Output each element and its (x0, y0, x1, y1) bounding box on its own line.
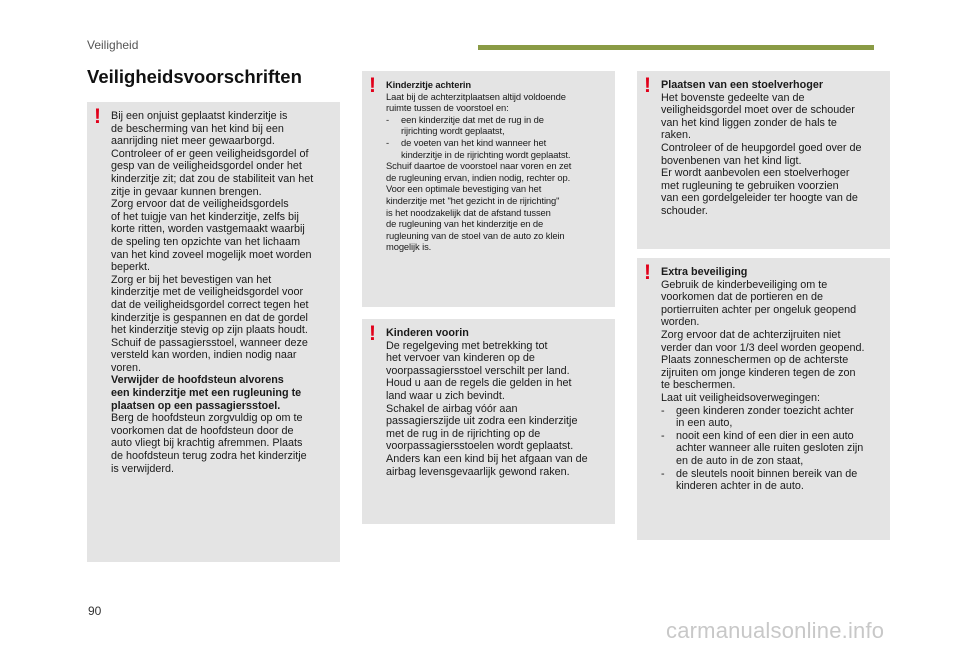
text-line: rugleuning van de stoel van de auto zo klein (386, 229, 565, 241)
text-line: bovenbenen van het kind ligt. (661, 154, 802, 167)
text-line: Berg de hoofdsteun zorgvuldig op om te (111, 412, 303, 425)
text-line: - de voeten van het kind wanneer het (386, 137, 607, 149)
text-line: airbag levensgevaarlijk gewond raken. (386, 465, 570, 478)
text-line: te beschermen. (661, 379, 736, 392)
watermark: carmanualsonline.info (666, 618, 885, 643)
text-line: portierruiten achter per ongeluk geopend (661, 303, 857, 316)
text-line: achter wanneer alle ruiten gesloten zijn (676, 442, 864, 455)
text-line: het vervoer van kinderen op de (386, 352, 535, 365)
text-line: Bij een onjuist geplaatst kinderzitje is (111, 110, 288, 122)
warning-box-child-seat (87, 102, 340, 562)
text-line: kinderzitje met "het gezicht in de rijrichting" (386, 194, 560, 206)
text-line: van het kind zoveel mogelijk moet worden (111, 248, 312, 261)
text-line: is verwijderd. (111, 462, 174, 475)
text-line: dat de veiligheidsgordel correct tegen het (111, 298, 309, 311)
text-line: kinderzitje is gespannen en dat de gordel (111, 311, 308, 324)
text-line: worden. (661, 316, 700, 329)
warning-icon: ! (94, 105, 101, 128)
text-line: in een auto, (676, 417, 733, 430)
text-line: met de rug in de rijrichting op de (386, 427, 541, 440)
text-line: Kinderzitje achterin (386, 79, 471, 90)
section-label: Veiligheid (87, 38, 139, 52)
page-title: Veiligheidsvoorschriften (87, 66, 302, 87)
text-line: Schuif de passagiersstoel, wanneer deze (111, 336, 308, 349)
text-line: van het kind liggen zonder de hals te (661, 116, 837, 129)
warning-icon: ! (644, 74, 651, 97)
text-line: de rugleuning van het kinderzitje en de (386, 218, 544, 230)
text-line: aanrijding niet meer gewaarborgd. (111, 135, 275, 148)
text-line: voorkomen dat de portieren en de (661, 291, 824, 304)
text-line: van een gordelgeleider ter hoogte van de (661, 192, 858, 205)
text-line: Gebruik de kinderbeveiliging om te (661, 278, 828, 291)
text-line: zitje in gevaar kunnen brengen. (111, 185, 262, 198)
text-line: plaatsen op een passagiersstoel. (111, 399, 281, 412)
text-line: de bescherming van het kind bij een (111, 122, 284, 135)
text-line: Houd u aan de regels die gelden in het (386, 377, 572, 390)
warning-box-booster-seat (637, 71, 890, 249)
text-line: kinderen achter in de auto. (676, 480, 804, 493)
text-line: - een kinderzitje dat met de rug in de (386, 114, 607, 126)
text-line: kinderzitje in de rijrichting wordt geplaatst. (401, 148, 571, 160)
text-line: Zorg er bij het bevestigen van het (111, 273, 272, 286)
text-line: kinderzitje zit; dat zou de stabiliteit van het (111, 172, 314, 185)
warning-box-extra-security (637, 258, 890, 540)
text-line: is het noodzakelijk dat de afstand tussen (386, 206, 551, 218)
text-line: Controleer of de heupgordel goed over de (661, 141, 862, 154)
text-line: kinderzitje met de veiligheidsgordel voor (111, 286, 304, 299)
text-line: - nooit een kind of een dier in een auto (661, 430, 882, 443)
warning-text (386, 79, 607, 253)
text-line: of het tuigje van het kinderzitje, zelfs bij (111, 210, 299, 223)
text-line: de hoofdsteun terug zodra het kinderzitje (111, 450, 307, 463)
text-line: Plaatsen van een stoelverhoger (661, 79, 824, 91)
text-line: gesp van de veiligheidsgordel onder het (111, 160, 302, 173)
text-line: Laat uit veiligheidsoverwegingen: (661, 391, 821, 404)
text-line: de speling ten opzichte van het lichaam (111, 235, 301, 248)
text-line: beperkt. (111, 261, 151, 274)
text-line: Schuif daartoe de voorstoel naar voren en zet (386, 160, 572, 172)
warning-box-children-front (362, 319, 615, 524)
text-line: veiligheidsgordel moet over de schouder (661, 104, 855, 117)
text-line: ruimte tussen de voorstoel en: (386, 102, 509, 114)
warning-icon: ! (369, 322, 376, 345)
text-line: zijruiten om jonge kinderen tegen de zon (661, 366, 856, 379)
text-line: Extra beveiliging (661, 266, 748, 278)
section-divider-line (478, 45, 874, 50)
text-line: Voor een optimale bevestiging van het (386, 183, 542, 195)
text-line: en de auto in de zon staat, (676, 454, 804, 467)
text-line: Het bovenste gedeelte van de (661, 91, 805, 104)
text-line: passagierszijde uit zodra een kinderzitje (386, 415, 578, 428)
text-line: de rugleuning ervan, indien nodig, rechter op. (386, 171, 571, 183)
text-line: Plaats zonneschermen op de achterste (661, 354, 849, 367)
text-line: Controleer of er geen veiligheidsgordel of (111, 147, 309, 160)
warning-text (111, 110, 332, 475)
text-line: voorpassagiersstoelen wordt geplaatst. (386, 440, 574, 453)
text-line: raken. (661, 129, 692, 142)
text-line: schouder. (661, 204, 708, 217)
text-line: Verwijder de hoofdsteun alvorens (111, 374, 284, 387)
text-line: Zorg ervoor dat de achterzijruiten niet (661, 328, 841, 341)
text-line: Er wordt aanbevolen een stoelverhoger (661, 167, 850, 180)
text-line: Laat bij de achterzitplaatsen altijd voldoende (386, 90, 566, 102)
text-line: voorkomen dat de hoofdsteun door de (111, 424, 294, 437)
text-line: een kinderzitje met een rugleuning te (111, 387, 302, 400)
text-line: De regelgeving met betrekking tot (386, 339, 548, 352)
text-line: verder dan voor 1/3 deel worden geopend. (661, 341, 865, 354)
warning-icon: ! (369, 74, 376, 97)
text-line: voorpassagiersstoel verschilt per land. (386, 364, 570, 377)
text-line: Zorg ervoor dat de veiligheidsgordels (111, 198, 289, 211)
warning-text (661, 266, 882, 493)
warning-icon: ! (644, 261, 651, 284)
warning-text (661, 79, 882, 218)
text-line: land waar u zich bevindt. (386, 389, 505, 402)
text-line: - geen kinderen zonder toezicht achter (661, 405, 882, 418)
text-line: rijrichting wordt geplaatst, (401, 125, 505, 137)
text-line: korte ritten, worden vastgemaakt waarbij (111, 223, 305, 236)
text-line: versteld kan worden, indien nodig naar (111, 349, 297, 362)
text-line: - de sleutels nooit binnen bereik van de (661, 468, 882, 481)
text-line: voren. (111, 361, 142, 374)
text-line: auto vliegt bij krachtig afremmen. Plaats (111, 437, 303, 450)
page-number: 90 (88, 604, 102, 618)
warning-box-rear-child-seat (362, 71, 615, 307)
text-line: het kinderzitje stevig op zijn plaats houdt. (111, 324, 308, 337)
text-line: met rugleuning te gebruiken voorzien (661, 179, 839, 192)
warning-text (386, 327, 607, 478)
text-line: Kinderen voorin (386, 327, 469, 339)
text-line: Schakel de airbag vóór aan (386, 402, 518, 415)
text-line: mogelijk is. (386, 241, 432, 253)
text-line: Anders kan een kind bij het afgaan van de (386, 452, 588, 465)
